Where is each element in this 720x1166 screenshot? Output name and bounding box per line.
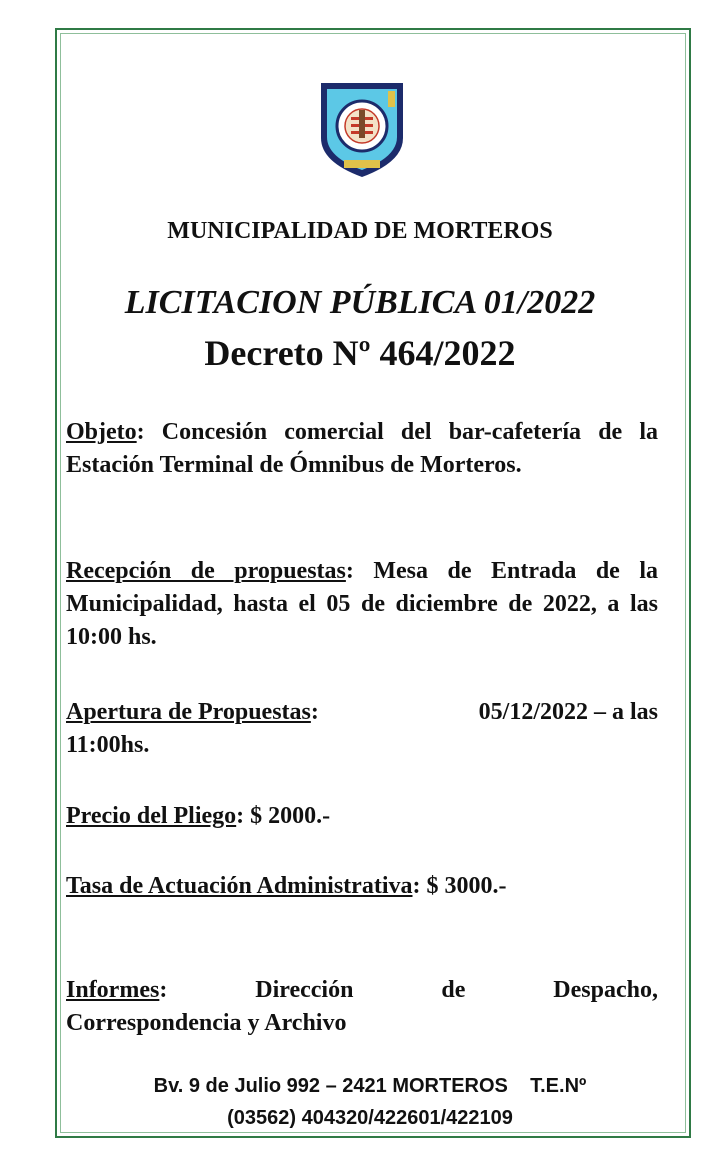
informes-label: Informes bbox=[66, 977, 160, 1003]
informes-text-cont: Correspondencia y Archivo bbox=[66, 1010, 347, 1036]
recepcion-label: Recepción de propuestas bbox=[66, 558, 346, 584]
section-objeto: Objeto: Concesión comercial del bar-cafetería de la Estación Terminal de Ómnibus de Morteros. bbox=[66, 419, 658, 478]
section-informes: Informes: Dirección de Despacho, Correspondencia y Archivo bbox=[66, 974, 658, 1040]
objeto-label: Objeto bbox=[66, 419, 137, 445]
footer-phone-label: T.E.Nº bbox=[530, 1075, 587, 1097]
footer-contact bbox=[60, 1070, 680, 1134]
apertura-label: Apertura de Propuestas bbox=[66, 699, 311, 725]
organization-name: MUNICIPALIDAD DE MORTEROS bbox=[167, 218, 553, 244]
section-recepcion: Recepción de propuestas: Mesa de Entrada de la Municipalidad, hasta el 05 de diciembre de 2022, a las 10:00 hs. bbox=[66, 558, 658, 650]
tasa-label: Tasa de Actuación Administrativa bbox=[66, 873, 413, 899]
decree-number: Decreto Nº 464/2022 bbox=[204, 333, 516, 373]
section-precio: Precio del Pliego: $ 2000.- bbox=[66, 803, 331, 829]
tasa-text: $ 3000.- bbox=[426, 873, 507, 899]
tender-title: LICITACION PÚBLICA 01/2022 bbox=[124, 284, 596, 321]
crest-flag bbox=[388, 91, 395, 107]
apertura-text: 05/12/2022 – a las bbox=[478, 699, 658, 725]
informes-word-3: Despacho, bbox=[553, 977, 658, 1003]
precio-label: Precio del Pliego bbox=[66, 803, 237, 829]
informes-word-1: Dirección bbox=[255, 977, 354, 1003]
footer-address: Bv. 9 de Julio 992 – 2421 MORTEROS bbox=[153, 1075, 508, 1097]
section-tasa: Tasa de Actuación Administrativa: $ 3000.- bbox=[66, 873, 507, 899]
objeto-text: Concesión comercial del bar-cafetería de la Estación Terminal de Ómnibus de Morteros. bbox=[66, 419, 658, 478]
recepcion-text: Mesa de Entrada de la Municipalidad, hasta el 05 de diciembre de 2022, a las 10:00 hs. bbox=[66, 558, 658, 650]
municipal-crest-icon bbox=[318, 80, 406, 180]
apertura-text-cont: 11:00hs. bbox=[66, 732, 150, 758]
section-apertura: Apertura de Propuestas: 05/12/2022 – a las 11:00hs. bbox=[66, 696, 658, 762]
footer-phones: (03562) 404320/422601/422109 bbox=[227, 1107, 513, 1129]
precio-text: $ 2000.- bbox=[250, 803, 331, 829]
informes-word-2: de bbox=[441, 977, 466, 1003]
